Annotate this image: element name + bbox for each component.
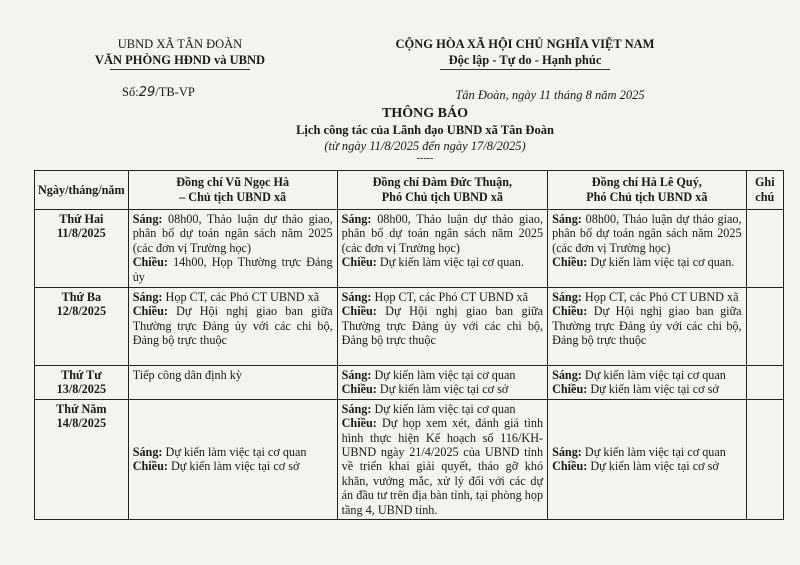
date-line: Tân Đoàn, ngày 11 tháng 8 năm 2025 bbox=[455, 88, 645, 102]
number-handwritten: 29 bbox=[138, 85, 156, 100]
notice-title: THÔNG BÁO bbox=[382, 106, 468, 121]
nation-title: CỘNG HÒA XÃ HỘI CHỦ NGHĨA VIỆT NAM bbox=[395, 37, 655, 51]
table-row bbox=[35, 210, 784, 288]
national-motto bbox=[365, 36, 685, 70]
schedule-cell: Sáng: Họp CT, các Phó CT UBND xã Chiều: Dự Hội nghị giao ban giữa Thường trực Đảng ủy với các chi bộ, Đảng bộ trực thuộc bbox=[128, 288, 337, 366]
header-day: Ngày/tháng/năm bbox=[35, 171, 129, 210]
schedule-cell: Sáng: Dự kiến làm việc tại cơ quan Chiều: Dự kiến làm việc tại cơ sở bbox=[548, 366, 747, 400]
issuer-block bbox=[70, 36, 290, 101]
notice-subtitle: Lịch công tác của Lãnh đạo UBND xã Tân Đoàn bbox=[296, 123, 554, 137]
title-separator: ----- bbox=[416, 153, 434, 164]
schedule-cell: Sáng: Họp CT, các Phó CT UBND xã Chiều: Dự Hội nghị giao ban giữa Thường trực Đảng ủy với các chi bộ, Đảng bộ trực thuộc bbox=[337, 288, 547, 366]
number-prefix: Số: bbox=[122, 85, 139, 99]
day-cell: Thứ Tư 13/8/2025 bbox=[35, 366, 129, 400]
header-note: Ghi chú bbox=[746, 171, 783, 210]
note-cell bbox=[746, 366, 783, 400]
issuer-org: UBND XÃ TÂN ĐOÀN bbox=[117, 37, 243, 51]
day-cell: Thứ Ba 12/8/2025 bbox=[35, 288, 129, 366]
table-row bbox=[35, 366, 784, 400]
header-vice-chairman-1: Đồng chí Đàm Đức Thuận, Phó Chủ tịch UBND xã bbox=[337, 171, 547, 210]
schedule-cell: Tiếp công dân định kỳ bbox=[128, 366, 337, 400]
issuer-office: VĂN PHÒNG HĐND và UBND bbox=[94, 53, 266, 67]
day-cell: Thứ Năm 14/8/2025 bbox=[35, 399, 129, 519]
schedule-cell: Sáng: Dự kiến làm việc tại cơ quan Chiều: Dự kiến làm việc tại cơ sở bbox=[548, 399, 747, 519]
notice-title-block bbox=[200, 106, 650, 164]
notice-date-range: (từ ngày 11/8/2025 đến ngày 17/8/2025) bbox=[324, 139, 526, 153]
schedule-cell: Sáng: 08h00, Thảo luận dự thảo giao, phân bổ dự toán ngân sách năm 2025 (các đơn vị Trường học) Chiều: Dự kiến làm việc tại cơ quan. bbox=[548, 210, 747, 288]
header-vice-chairman-2: Đồng chí Hà Lê Quý, Phó Chủ tịch UBND xã bbox=[548, 171, 747, 210]
schedule-cell: Sáng: Dự kiến làm việc tại cơ quan Chiều: Dự họp xem xét, đánh giá tình hình thực hiện Kế hoạch số 116/KH-UBND ngày 21/4/2025 của UBND tỉnh về triển khai giải quyết, tháo gỡ khó khăn, vướng mắc, xử lý đối với các dự án đầu tư trên địa bàn tỉnh, tại phòng họp tầng 4, UBND tỉnh. bbox=[337, 399, 547, 519]
table-header-row bbox=[35, 171, 784, 210]
schedule-cell: Sáng: 08h00, Thảo luận dự thảo giao, phân bổ dự toán ngân sách năm 2025 (các đơn vị Trường học) Chiều: 14h00, Họp Thường trực Đảng ủy bbox=[128, 210, 337, 288]
nation-motto: Độc lập - Tự do - Hạnh phúc bbox=[448, 53, 602, 67]
header-chairman: Đồng chí Vũ Ngọc Hà – Chủ tịch UBND xã bbox=[128, 171, 337, 210]
number-suffix: /TB-VP bbox=[155, 85, 195, 99]
note-cell bbox=[746, 210, 783, 288]
schedule-cell: Sáng: Dự kiến làm việc tại cơ quan Chiều: Dự kiến làm việc tại cơ sở bbox=[128, 399, 337, 519]
note-cell bbox=[746, 399, 783, 519]
schedule-cell: Sáng: Họp CT, các Phó CT UBND xã Chiều: Dự Hội nghị giao ban giữa Thường trực Đảng ủy với các chi bộ, Đảng bộ trực thuộc bbox=[548, 288, 747, 366]
note-cell bbox=[746, 288, 783, 366]
issuer-underline bbox=[110, 69, 250, 70]
schedule-cell: Sáng: 08h00, Thảo luận dự thảo giao, phân bổ dự toán ngân sách năm 2025 (các đơn vị Trường học) Chiều: Dự kiến làm việc tại cơ quan. bbox=[337, 210, 547, 288]
document-number bbox=[70, 84, 290, 101]
table-row bbox=[35, 288, 784, 366]
day-cell: Thứ Hai 11/8/2025 bbox=[35, 210, 129, 288]
schedule-cell: Sáng: Dự kiến làm việc tại cơ quan Chiều: Dự kiến làm việc tại cơ sở bbox=[337, 366, 547, 400]
schedule-table bbox=[34, 170, 784, 520]
motto-underline bbox=[440, 69, 610, 70]
table-row bbox=[35, 399, 784, 519]
